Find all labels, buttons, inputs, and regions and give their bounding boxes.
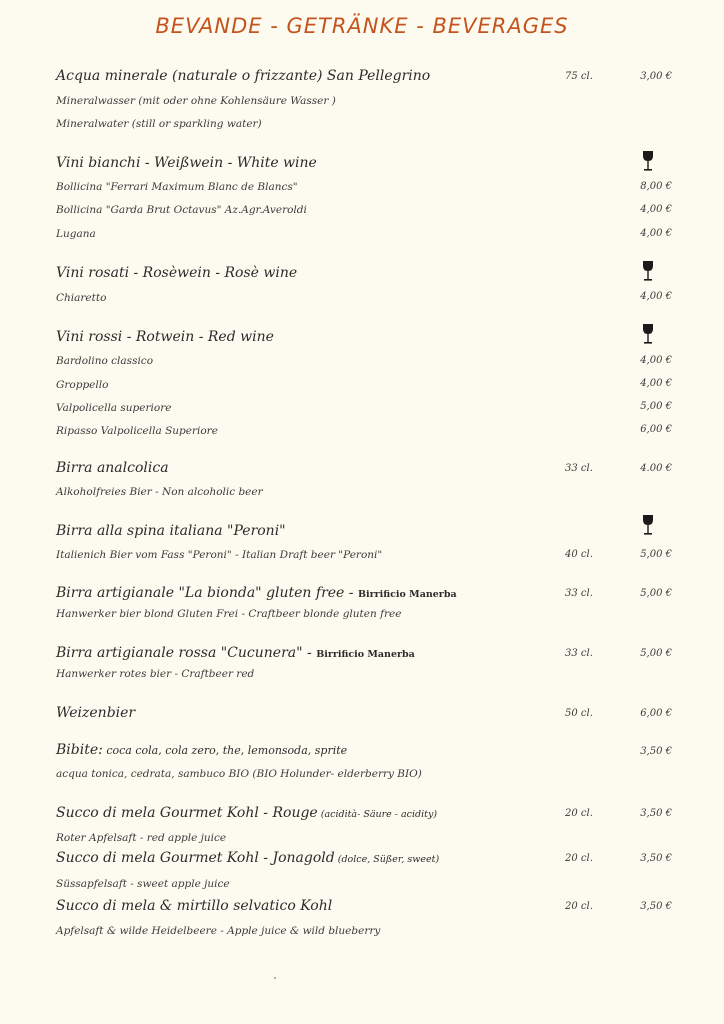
peroni-volume: 40 cl. — [565, 549, 593, 560]
peroni-price: 5,00 € — [640, 549, 672, 560]
red-price-2: 4,00 € — [640, 378, 672, 389]
white-item-1: Bollicina "Ferrari Maximum Blanc de Blancs" — [56, 181, 298, 193]
bibite-list: coca cola, cola zero, the, lemonsoda, sprite — [102, 744, 348, 757]
red-wine-heading: Vini rossi - Rotwein - Red wine — [56, 329, 274, 345]
wine-glass-icon — [641, 260, 655, 282]
juice-rouge-note: (acidità- Säure - acidity) — [317, 809, 438, 820]
rossa-brewery: Birrificio Manerba — [316, 649, 415, 660]
bionda-price: 5,00 € — [640, 588, 672, 599]
rossa-heading: Birra artigianale rossa "Cucunera" - Birrificio Manerba — [56, 645, 415, 661]
red-item-1: Bardolino classico — [56, 355, 154, 367]
water-line-en: Mineralwater (still or sparkling water) — [56, 118, 262, 130]
weizen-price: 6,00 € — [640, 708, 672, 719]
red-price-4: 6,00 € — [640, 424, 672, 435]
wine-glass-icon — [641, 150, 655, 172]
red-item-2: Groppello — [56, 379, 109, 391]
rossa-price: 5,00 € — [640, 648, 672, 659]
bionda-volume: 33 cl. — [565, 588, 593, 599]
beer-na-volume: 33 cl. — [565, 463, 593, 474]
white-item-2: Bollicina "Garda Brut Octavus" Az.Agr.Averoldi — [56, 204, 307, 216]
water-heading: Acqua minerale (naturale o frizzante) San Pellegrino — [56, 68, 431, 84]
beer-na-price: 4.00 € — [640, 463, 672, 474]
juice-jonagold-line: Süssapfelsaft - sweet apple juice — [56, 878, 230, 890]
rossa-line: Hanwerker rotes bier - Craftbeer red — [56, 668, 255, 680]
white-wine-heading: Vini bianchi - Weißwein - White wine — [56, 155, 317, 171]
wine-glass-icon — [641, 323, 655, 345]
juice-jonagold-volume: 20 cl. — [565, 853, 593, 864]
juice-rouge-price: 3,50 € — [640, 808, 672, 819]
beer-na-heading: Birra analcolica — [56, 460, 169, 476]
beer-na-line: Alkoholfreies Bier - Non alcoholic beer — [56, 486, 263, 498]
rose-price-1: 4,00 € — [640, 291, 672, 302]
red-item-4: Ripasso Valpolicella Superiore — [56, 425, 218, 437]
juice-rouge-heading: Succo di mela Gourmet Kohl - Rouge (acidità- Säure - acidity) — [56, 805, 438, 821]
juice-rouge-volume: 20 cl. — [565, 808, 593, 819]
paper-speck — [274, 977, 276, 979]
red-item-3: Valpolicella superiore — [56, 402, 172, 414]
bionda-line: Hanwerker bier blond Gluten Frei - Craftbeer blonde gluten free — [56, 608, 402, 620]
bibite-price: 3,50 € — [640, 746, 672, 757]
white-price-3: 4,00 € — [640, 228, 672, 239]
peroni-heading: Birra alla spina italiana "Peroni" — [56, 523, 286, 539]
white-price-1: 8,00 € — [640, 181, 672, 192]
page-title: BEVANDE - GETRÄNKE - BEVERAGES — [155, 14, 569, 38]
water-price: 3,00 € — [640, 71, 672, 82]
water-volume: 75 cl. — [565, 71, 593, 82]
rossa-volume: 33 cl. — [565, 648, 593, 659]
weizen-volume: 50 cl. — [565, 708, 593, 719]
white-item-3: Lugana — [56, 228, 96, 240]
juice-jonagold-price: 3,50 € — [640, 853, 672, 864]
red-price-3: 5,00 € — [640, 401, 672, 412]
juice-blueberry-price: 3,50 € — [640, 901, 672, 912]
peroni-line: Italienich Bier vom Fass "Peroni" - Italian Draft beer "Peroni" — [56, 549, 383, 561]
juice-blueberry-volume: 20 cl. — [565, 901, 593, 912]
juice-rouge-line: Roter Apfelsaft - red apple juice — [56, 832, 227, 844]
juice-jonagold-note: (dolce, Süßer, sweet) — [334, 854, 440, 865]
juice-jonagold-heading: Succo di mela Gourmet Kohl - Jonagold (dolce, Süßer, sweet) — [56, 850, 440, 866]
wine-glass-icon — [641, 514, 655, 536]
bibite-heading: Bibite: coca cola, cola zero, the, lemonsoda, sprite — [56, 742, 348, 758]
rose-wine-heading: Vini rosati - Rosèwein - Rosè wine — [56, 265, 298, 281]
water-line-de: Mineralwasser (mit oder ohne Kohlensäure Wasser ) — [56, 95, 336, 107]
weizen-heading: Weizenbier — [56, 705, 136, 721]
red-price-1: 4,00 € — [640, 355, 672, 366]
bionda-brewery: Birrificio Manerba — [357, 589, 457, 600]
white-price-2: 4,00 € — [640, 204, 672, 215]
rose-item-1: Chiaretto — [56, 292, 107, 304]
juice-blueberry-heading: Succo di mela & mirtillo selvatico Kohl — [56, 898, 333, 914]
bionda-heading: Birra artigianale "La bionda" gluten free - Birrificio Manerba — [56, 585, 457, 601]
bibite-line: acqua tonica, cedrata, sambuco BIO (BIO Holunder- elderberry BIO) — [56, 768, 422, 780]
juice-blueberry-line: Apfelsaft & wilde Heidelbeere - Apple juice & wild blueberry — [56, 925, 381, 937]
